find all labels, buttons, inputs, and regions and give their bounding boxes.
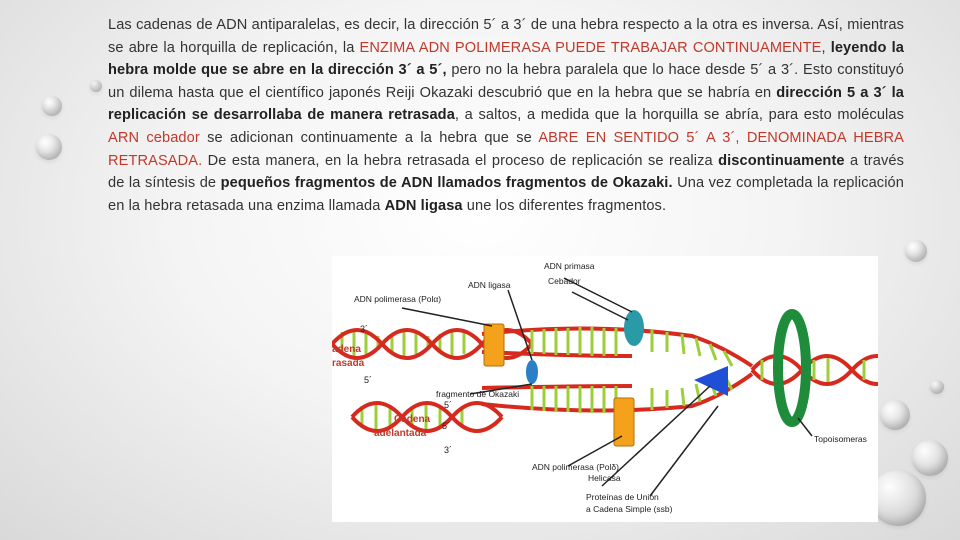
topoisomerasa-shape [778,314,806,422]
decor-bubble [90,80,102,92]
label-prime-3-top: 3´ [360,324,369,334]
decor-bubble [42,96,62,116]
highlight-polimerasa: ENZIMA ADN POLIMERASA PUEDE TRABAJAR CONTINUAMENTE [359,39,822,56]
text-segment: Una vez completada la replicación en la hebra retasada una enzima llamada [108,175,904,214]
body-paragraph [108,14,904,217]
text-segment: Las cadenas de ADN antiparalelas, es decir, la dirección 5´ a 3´ de una hebra respecto a la otra es inversa. Así, mientras se abre la horquilla de replicación, la [108,17,904,56]
decor-bubble [36,134,62,160]
bold-adn-ligasa: ADN ligasa [384,197,463,214]
decor-bubble [930,380,944,394]
text-segment: , a saltos, a medida que la horquilla se abría, para esto moléculas [454,107,904,124]
bold-hebra-molde: leyendo la hebra molde que se abre en la dirección 3´ a 5´, [108,39,904,79]
label-topoisomerasa: Topoisomeras [814,434,867,444]
decor-bubble [905,240,927,262]
highlight-hebra-retrasada: ABRE EN SENTIDO 5´ A 3´, DENOMINADA HEBRA RETRASADA. [108,129,905,169]
replication-fork-diagram [332,256,878,522]
label-cadena-adelantada-2: adelantada [374,428,427,439]
highlight-arn-cebador: ARN cebador [108,129,200,146]
bold-discontinuamente: discontinuamente [718,152,845,169]
bold-direccion: dirección 5 a 3´ la replicación se desarrollaba de manera retrasada [108,84,904,124]
label-polimerasa-delta: ADN polimerasa (Polδ) [532,462,619,472]
label-polimerasa-alfa: ADN polimerasa (Polα) [354,294,442,304]
text-segment: , [821,39,831,56]
text-segment: De esta manera, en la hebra retrasada el proceso de replicación se realiza [202,152,719,169]
text-segment: une los diferentes fragmentos. [462,197,667,214]
polimerasa-alfa-shape [484,324,504,366]
primasa-shape [624,310,644,346]
label-prime-5-mid: 5´ [444,400,453,410]
label-cebador: Cebador [548,276,581,286]
ligasa-shape [526,360,538,384]
label-adn-primasa: ADN primasa [544,261,595,271]
label-adn-ligasa: ADN ligasa [468,280,511,290]
label-cadena-retrasada-1: adena [332,344,361,355]
label-ssb-1: Proteínas de Unión [586,492,659,502]
text-segment: pero no la hebra paralela que lo hace desde 5´ a 3´. Esto constituyó un dilema hasta que el científico japonés Reiji Okazaki descubrió que en la hebra que se habría en [108,62,904,101]
label-prime-5-top: 5´ [364,375,373,385]
text-segment: se adicionan continuamente a la hebra que se [199,129,539,146]
diagram-svg [332,256,878,522]
label-fragmento-okazaki: fragmento de Okazaki [436,389,520,399]
label-cadena-retrasada-2: rasada [332,358,365,369]
label-prime-3-low: 3´ [444,445,453,455]
decor-bubble [880,400,910,430]
bold-okazaki: pequeños fragmentos de ADN llamados fragmentos de Okazaki. [220,175,673,192]
parental-helix [752,356,878,384]
label-cadena-adelantada-1: Cadena [394,414,431,425]
label-ssb-2: a Cadena Simple (ssb) [586,504,673,514]
decor-bubble [912,440,948,476]
label-prime-5-low: 5´ [442,421,451,431]
text-segment: a través de la síntesis de [108,152,904,192]
label-helicasa: Helicasa [588,473,621,483]
decor-bubble [870,470,926,526]
